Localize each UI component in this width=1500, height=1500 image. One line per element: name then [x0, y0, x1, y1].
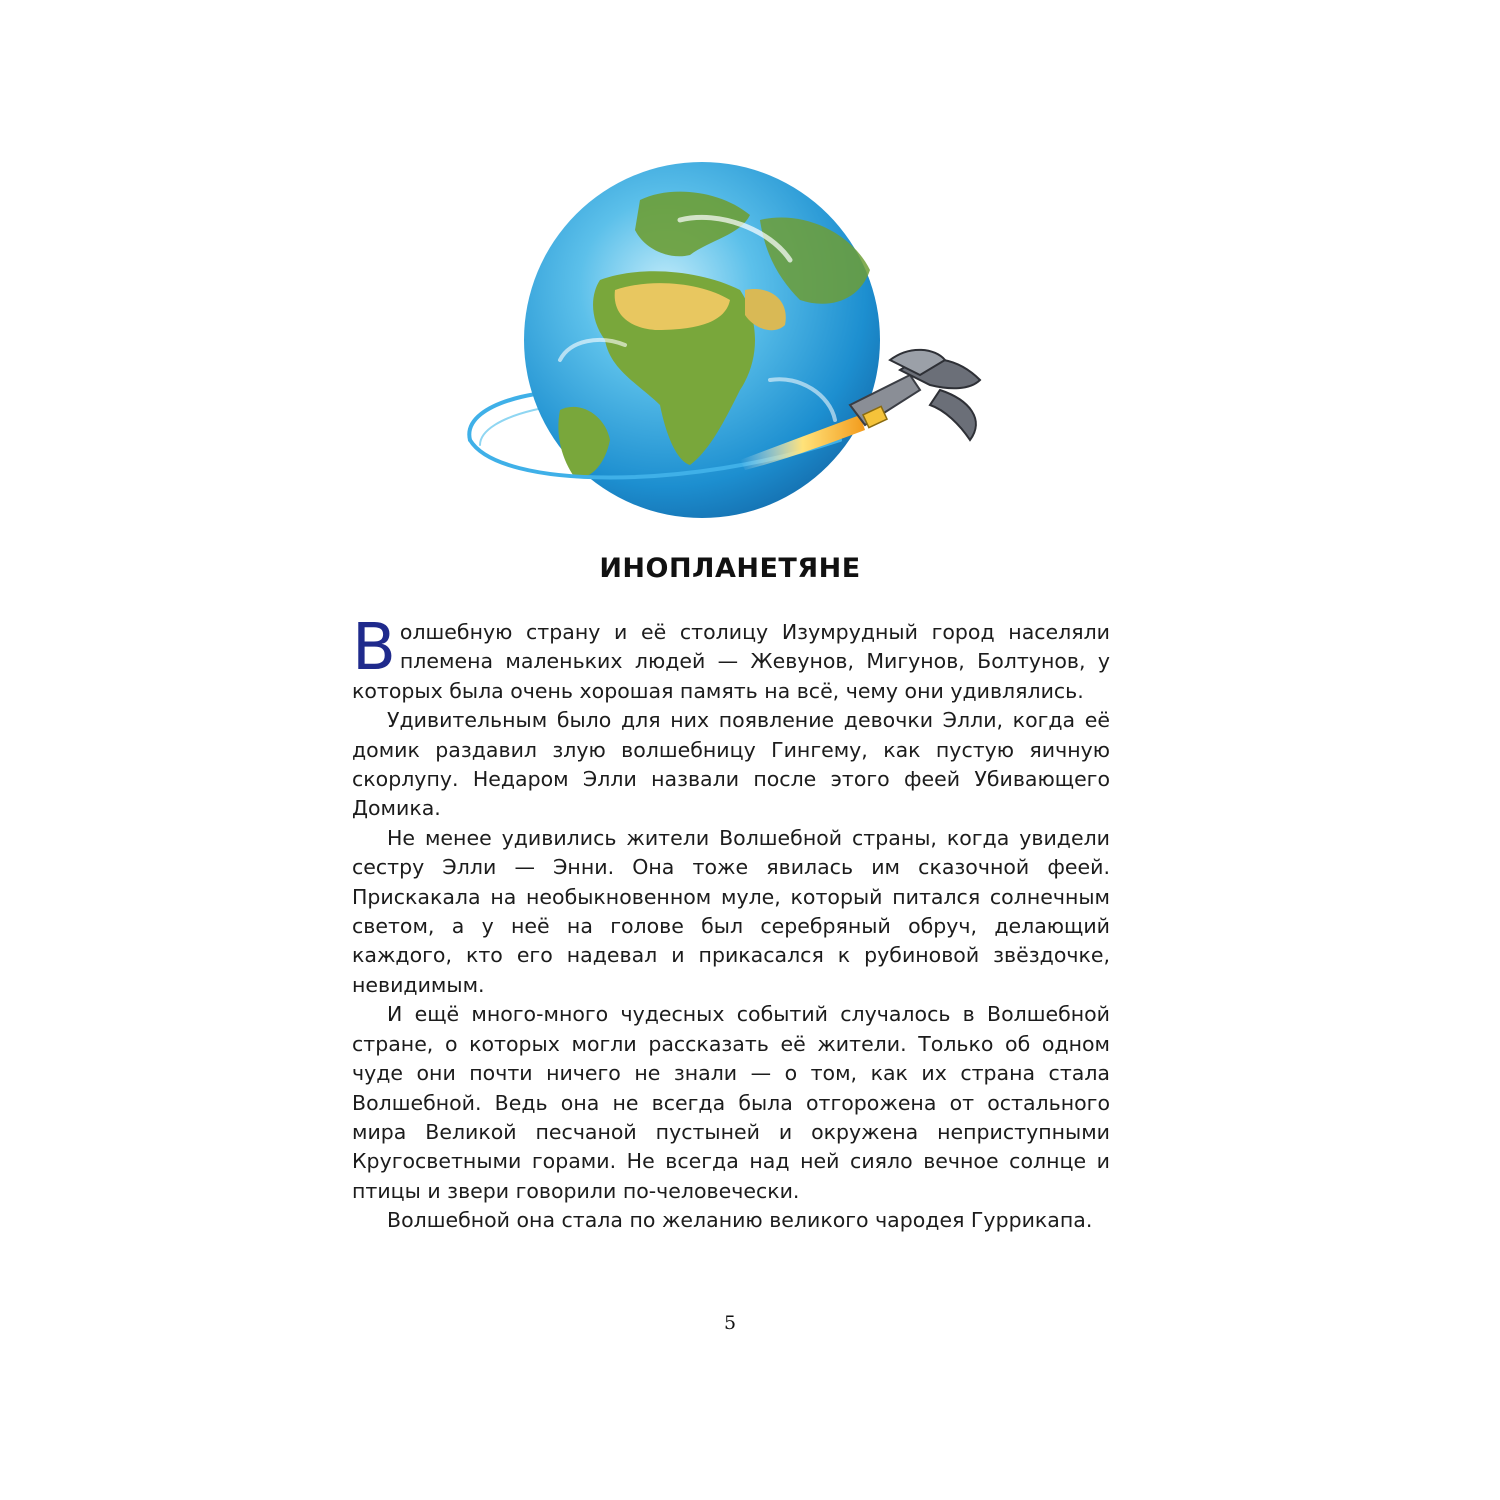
paragraph-5: Волшебной она стала по желанию великого чародея Гуррикапа.	[387, 1208, 1093, 1233]
page-number: 5	[723, 1312, 737, 1334]
paragraph-4: И ещё много-много чудесных событий случалось в Волшебной стране, о которых могли рассказать её жители. Только об одном чуде они почти ничего не знали — о том, как их страна стала Волшебной. Ведь она не всегда была отгорожена от остального мира Великой песчаной пустыней и окружена неприступными Кругосветными горами. Не всегда над ней сияло вечное солнце и птицы и звери говорили по-человечески.	[352, 1002, 1110, 1203]
globe-illustration-svg	[440, 160, 1010, 520]
globe-spaceship-illustration	[440, 160, 1010, 520]
paragraph-2: Удивительным было для них появление девочки Элли, когда её домик раздавил злую волшебницу Гингему, как пустую яичную скорлупу. Недаром Элли назвали после этого феей Убивающего Домика.	[352, 708, 1110, 821]
paragraph-1	[352, 611, 1110, 706]
paragraph-3: Не менее удивились жители Волшебной страны, когда увидели сестру Элли — Энни. Она тоже явилась им сказочной феей. Прискакала на необыкновенном муле, который питался солнечным светом, а у неё на голове был серебряный обруч, делающий каждого, кто его надевал и прикасался к рубиновой звёздочке, невидимым.	[352, 825, 1110, 997]
chapter-text	[352, 611, 1110, 1236]
chapter-title: ИНОПЛАНЕТЯНЕ	[599, 553, 861, 584]
paragraph-1-text: олшебную страну и её столицу Изумрудный город населяли племена маленьких людей — Жевунов, Мигунов, Болтунов, у которых была очень хорошая память на всё, чему они удивлялись.	[352, 620, 1110, 703]
drop-cap: В	[352, 611, 396, 685]
